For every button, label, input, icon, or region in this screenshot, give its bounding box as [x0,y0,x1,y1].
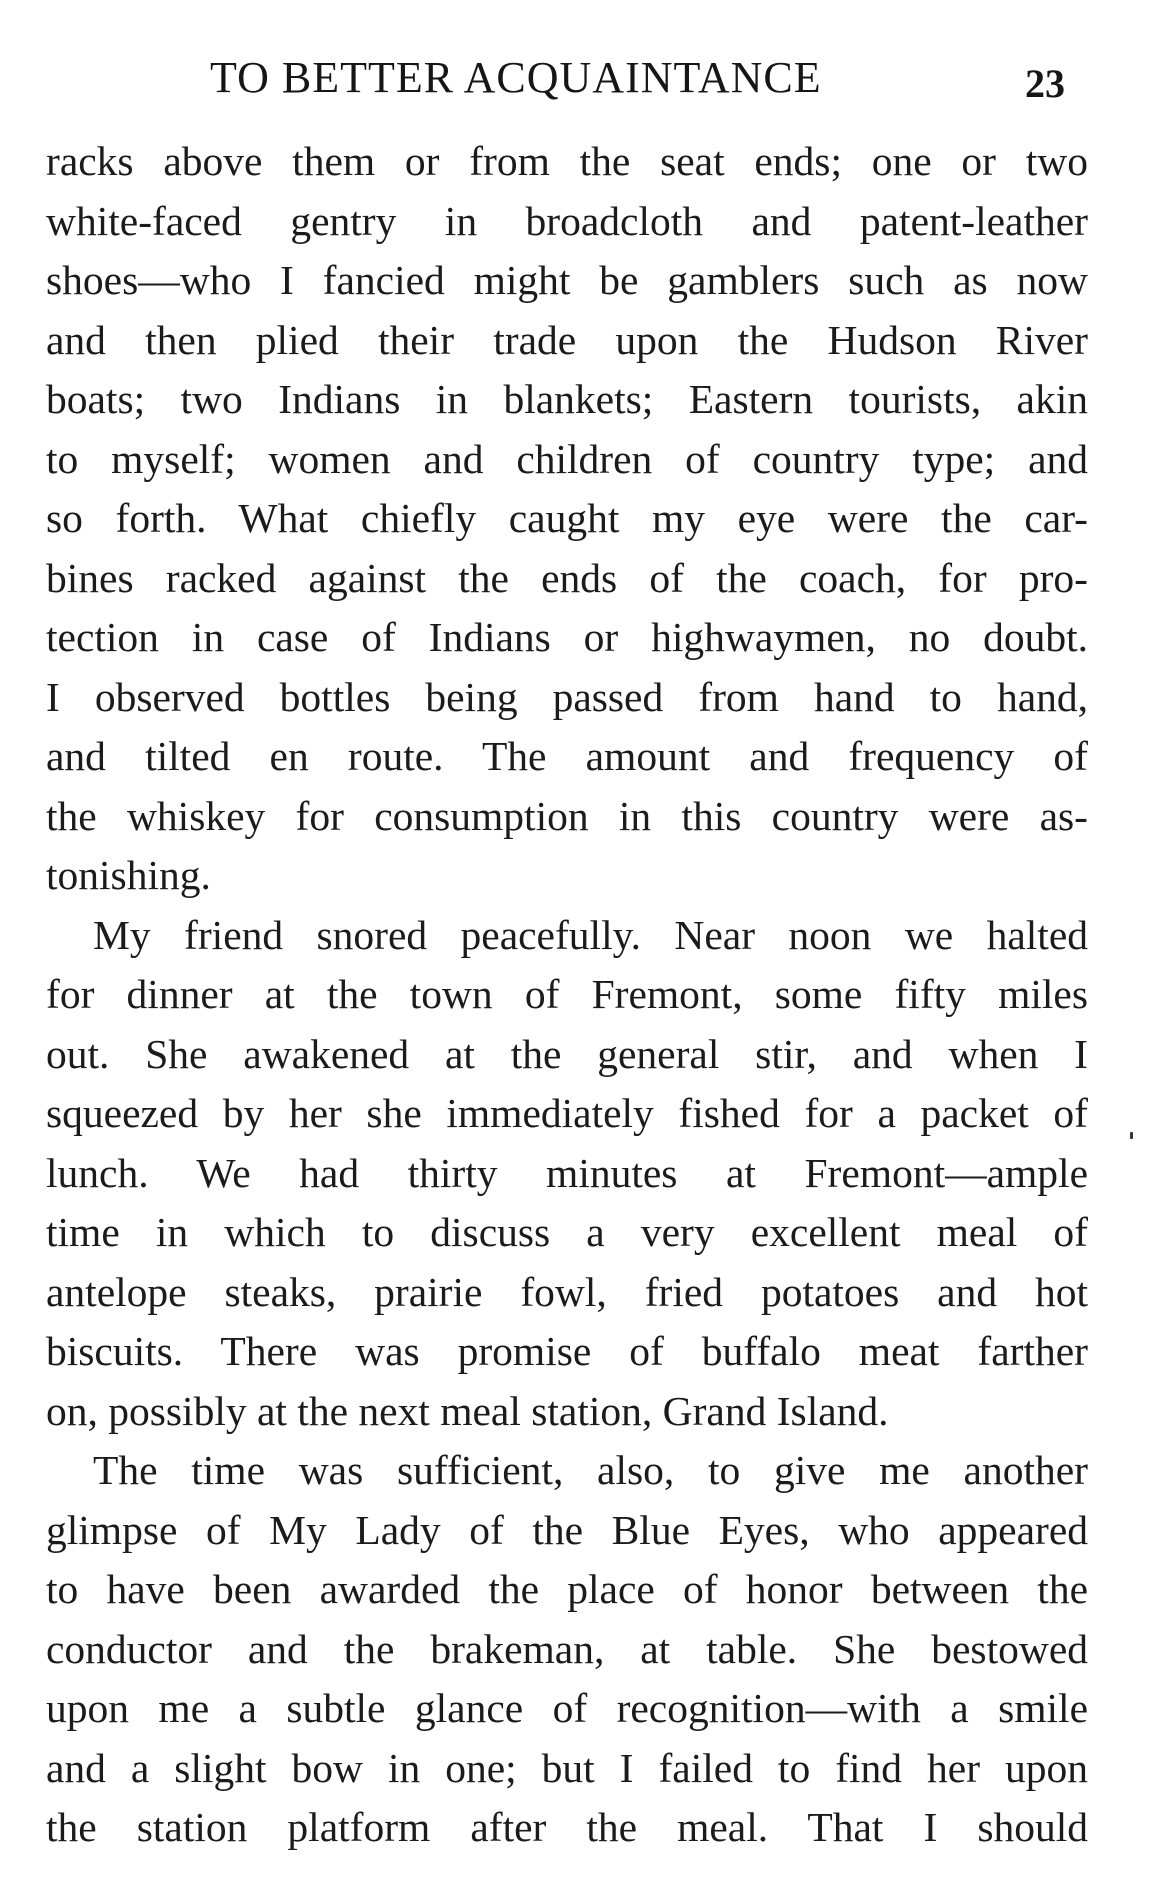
text-line: lunch. We had thirty minutes at Fremont—ample [46,1149,1088,1196]
text-line: tection in case of Indians or highwaymen, no doubt. [46,614,1088,660]
text-line: shoes—who I fancied might be gamblers such as now [46,257,1088,303]
text-line: squeezed by her she immediately fished for a packet of [46,1090,1088,1136]
text-line: upon me a subtle glance of recognition—with a smile [46,1685,1088,1731]
text-line: The time was sufficient, also, to give me another [93,1447,1088,1493]
running-title: TO BETTER ACQUAINTANCE [210,53,822,102]
text-line: glimpse of My Lady of the Blue Eyes, who appeared [46,1506,1088,1553]
text-line: time in which to discuss a very excellent meal of [46,1209,1088,1255]
text-line: conductor and the brakeman, at table. She bestowed [46,1625,1088,1672]
text-line: bines racked against the ends of the coach, for pro- [46,554,1088,601]
text-line: out. She awakened at the general stir, and when I [46,1030,1088,1077]
text-line: on, possibly at the next meal station, Grand Island. [46,1387,889,1434]
page-number: 23 [1025,61,1065,106]
text-line: racks above them or from the seat ends; one or two [46,138,1088,184]
text-line: for dinner at the town of Fremont, some fifty miles [46,971,1088,1017]
text-line: antelope steaks, prairie fowl, fried potatoes and hot [46,1268,1088,1315]
text-line: and then plied their trade upon the Hudson River [46,316,1088,363]
margin-speck [1130,1132,1133,1139]
text-line: the station platform after the meal. That I should [46,1804,1088,1850]
text-line: boats; two Indians in blankets; Eastern tourists, akin [46,376,1088,422]
text-line: and a slight bow in one; but I failed to find her upon [46,1744,1088,1791]
text-line: My friend snored peacefully. Near noon we halted [93,911,1088,958]
running-head [150,52,1080,112]
text-line: the whiskey for consumption in this country were as- [46,792,1088,839]
text-line: biscuits. There was promise of buffalo meat farther [46,1328,1088,1374]
text-line: I observed bottles being passed from hand to hand, [46,673,1088,720]
text-line: and tilted en route. The amount and frequency of [46,733,1088,779]
text-line: so forth. What chiefly caught my eye were the car- [46,495,1088,541]
text-line: white-faced gentry in broadcloth and patent-leather [46,197,1088,244]
text-line: tonishing. [46,852,211,898]
text-line: to have been awarded the place of honor between the [46,1566,1088,1612]
body-text [46,132,1088,1858]
text-line: to myself; women and children of country type; and [46,435,1088,482]
